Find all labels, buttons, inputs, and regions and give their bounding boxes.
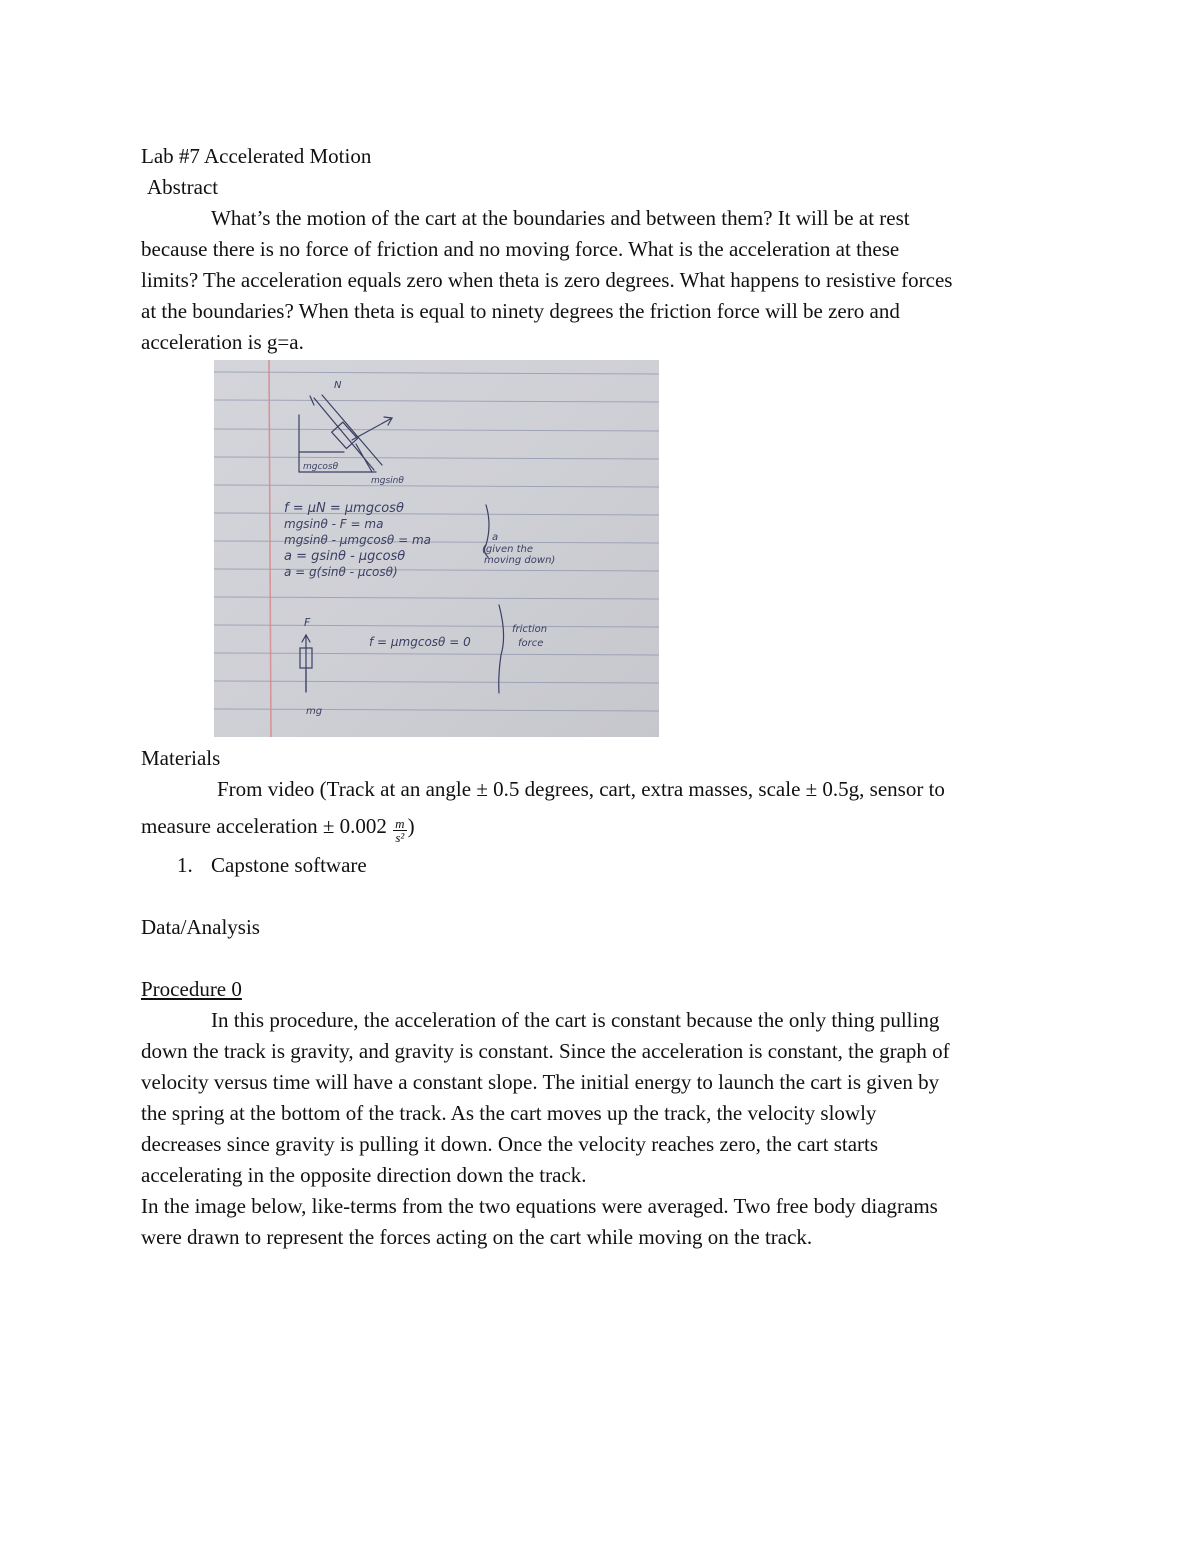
abstract-line: acceleration is g=a.	[141, 330, 304, 354]
data-analysis-heading: Data/Analysis	[141, 915, 260, 939]
handwriting-note: a	[492, 532, 499, 543]
procedure-line: down the track is gravity, and gravity is constant. Since the acceleration is constant, the graph of	[141, 1039, 950, 1063]
procedure-line: In the image below, like-terms from the two equations were averaged. Two free body diagrams	[141, 1194, 938, 1218]
procedure-line: the spring at the bottom of the track. As the cart moves up the track, the velocity slowly	[141, 1101, 877, 1125]
unit-denominator: s²	[395, 830, 405, 845]
handwriting-equation: a = g(sinθ - μcosθ)	[284, 565, 398, 579]
abstract-line: at the boundaries? When theta is equal to ninety degrees the friction force will be zero and	[141, 299, 900, 323]
procedure-line: In this procedure, the acceleration of the cart is constant because the only thing pulling	[211, 1008, 940, 1032]
abstract-line: What’s the motion of the cart at the boundaries and between them? It will be at rest	[211, 206, 910, 230]
document-title: Lab #7 Accelerated Motion	[141, 144, 372, 168]
handwriting-note: force	[518, 638, 544, 649]
handwriting-note: moving down)	[484, 555, 556, 566]
materials-heading: Materials	[141, 746, 221, 770]
procedure-line: velocity versus time will have a constant slope. The initial energy to launch the cart is given by	[141, 1070, 940, 1094]
handwriting-label: N	[334, 380, 342, 391]
list-number: 1.	[177, 853, 193, 877]
handwriting-label: mgcosθ	[303, 462, 339, 472]
abstract-line: because there is no force of friction and no moving force. What is the acceleration at these	[141, 237, 900, 261]
spacer	[141, 881, 1061, 912]
unit-fraction	[393, 817, 406, 844]
handwriting-equation: f = μN = μmgcosθ	[284, 501, 404, 516]
procedure-line: were drawn to represent the forces acting on the cart while moving on the track.	[141, 1225, 813, 1249]
document-page	[141, 141, 1061, 1253]
handwriting-label: F	[304, 616, 311, 629]
handwriting-equation: a = gsinθ - μgcosθ	[284, 549, 406, 564]
materials-line: From video (Track at an angle ± 0.5 degrees, cart, extra masses, scale ± 0.5g, sensor to	[217, 777, 945, 801]
materials-line-text: )	[407, 814, 415, 838]
notebook-photo	[214, 360, 659, 737]
materials-line-text: measure acceleration ± 0.002	[141, 814, 387, 838]
handwriting-label: mg	[306, 706, 323, 717]
abstract-line: limits? The acceleration equals zero when theta is zero degrees. What happens to resistive forces	[141, 268, 953, 292]
handwriting-label: mgsinθ	[371, 476, 404, 486]
materials-line	[141, 811, 1061, 844]
list-text: Capstone software	[211, 853, 367, 877]
handwriting-equation: mgsinθ - F = ma	[284, 517, 384, 531]
handwriting-equation: f = μmgcosθ = 0	[369, 635, 471, 649]
unit-numerator: m	[395, 816, 405, 831]
handwriting-equation: mgsinθ - μmgcosθ = ma	[284, 533, 431, 547]
spacer	[141, 943, 1061, 974]
procedure-line: accelerating in the opposite direction down the track.	[141, 1163, 587, 1187]
handwriting-note: friction	[512, 624, 548, 635]
abstract-heading: Abstract	[147, 175, 219, 199]
procedure-line: decreases since gravity is pulling it down. Once the velocity reaches zero, the cart starts	[141, 1132, 879, 1156]
procedure-heading: Procedure 0	[141, 977, 242, 1001]
list-item	[141, 850, 1061, 881]
handwriting-note: (given the	[482, 544, 534, 555]
